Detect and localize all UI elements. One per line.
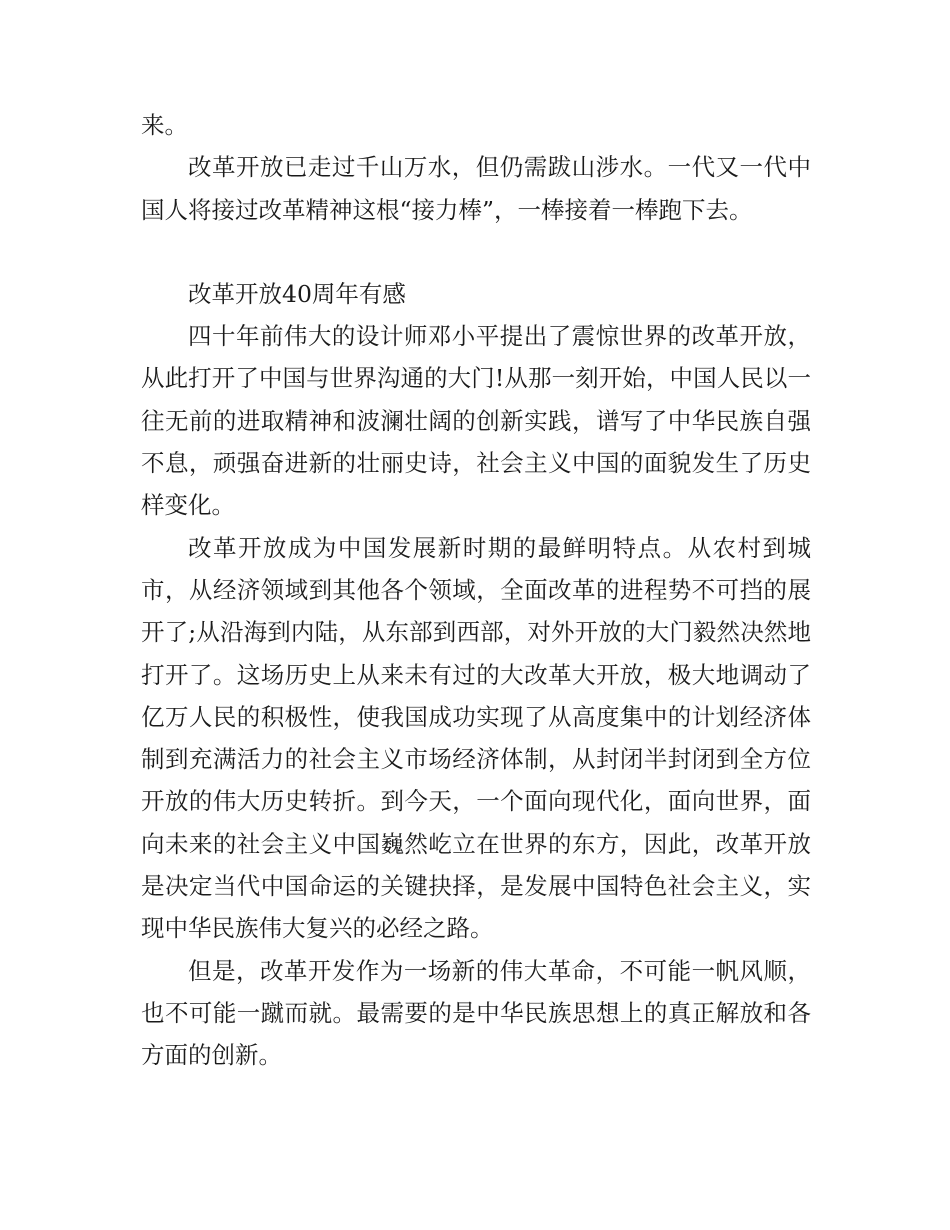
paragraph-new-era: 改革开放成为中国发展新时期的最鲜明特点。从农村到城市，从经济领域到其他各个领域，全面改革的进程势不可挡的展开了;从沿海到内陆，从东部到西部，对外开放的大门毅然决然地打开了。这场历史上从来未有过的大改革大开放，极大地调动了亿万人民的积极性，使我国成功实现了从高度集中的计划经济体制到充满活力的社会主义市场经济体制，从封闭半封闭到全方位开放的伟大历史转折。到今天，一个面向现代化，面向世界，面向未来的社会主义中国巍然屹立在世界的东方，因此，改革开放是决定当代中国命运的关键抉择，是发展中国特色社会主义，实现中华民族伟大复兴的必经之路。: [141, 533, 811, 943]
paragraph-challenges: 但是，改革开发作为一场新的伟大革命，不可能一帆风顺，也不可能一蹴而就。最需要的是中华民族思想上的真正解放和各方面的创新。: [141, 956, 811, 1070]
continuation-text: 来。: [141, 111, 188, 139]
paragraph-forty-years: 四十年前伟大的设计师邓小平提出了震惊世界的改革开放，从此打开了中国与世界沟通的大门!从那一刻开始，中国人民以一往无前的进取精神和波澜壮阔的创新实践，谱写了中华民族自强不息，顽强奋进新的壮丽史诗，社会主义中国的面貌发生了历史样变化。: [141, 322, 811, 520]
section-spacer: [141, 231, 811, 273]
paragraph-reform-journey: 改革开放已走过千山万水，但仍需跋山涉水。一代又一代中国人将接过改革精神这根“接力棒”，一棒接着一棒跑下去。: [141, 153, 811, 224]
section-heading: 改革开放40周年有感: [188, 279, 406, 308]
document-page: [141, 104, 811, 1077]
